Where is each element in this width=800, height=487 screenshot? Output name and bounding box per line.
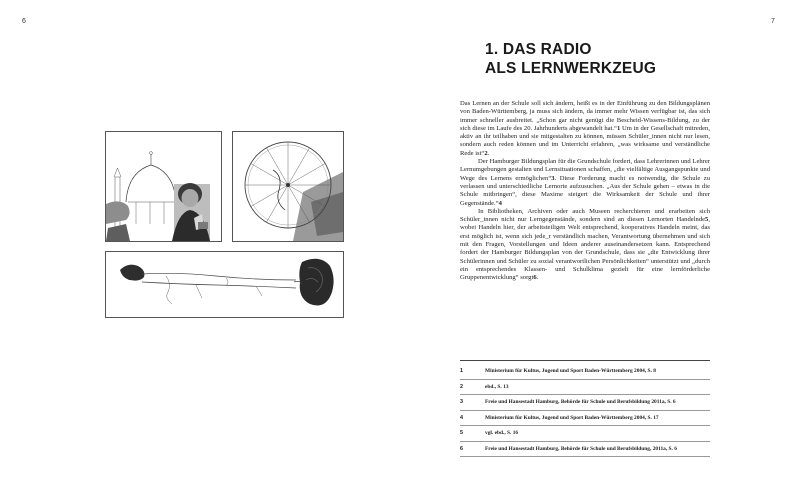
chapter-title <box>485 40 656 78</box>
footnote-item <box>460 364 710 380</box>
text-run: Das Lernen an der Schule soll sich ändern, heißt es in der Einführung zu den Bildungsplänen von Baden-Württemberg, ja muss sich ändern, da immer mehr Wissen verfügbar ist, das sich immer schneller ausbreitet. „Schon gar nicht genügt die Bescheid-Wissens-Bildung, zu der sich diese im Laufe des 20. Jahrhunderts abgewandelt hat.“ <box>460 100 710 132</box>
chapter-title-line-1: 1. DAS RADIO <box>485 41 592 58</box>
footnote-marker: 4 <box>498 199 502 207</box>
footnote-item <box>460 411 710 427</box>
footnote-text: ebd., S. 13 <box>485 383 509 390</box>
text-run: In Bibliotheken, Archiven oder auch Museen recherchieren und erarbeiten sich Schüler_innen nicht nur Lerngegenstände, sondern sind an diesen Lernorten Handelnde <box>460 207 710 224</box>
footnote-item <box>460 426 710 442</box>
footnote-marker: 3 <box>551 174 555 182</box>
text-run: . Diese Forderung macht es notwendig, die Schule zu verlassen und unterschiedliche Lernorte aufzusuchen. „Aus der Schule gehen – etwas in die Schule mitbringen“, diese Maxime steigert die Wirksamkeit der Schule und ihrer Gegenstände.“ <box>460 174 711 207</box>
paragraph-3 <box>460 208 710 283</box>
footnote-text: vgl. ebd., S. 16 <box>485 430 519 436</box>
body-text <box>460 100 710 283</box>
footnote-text: Freie und Hansestadt Hamburg, Behörde für Schule und Berufsbildung, 2011a, S. 6 <box>485 445 677 452</box>
text-run: Der Hamburger Bildungsplan für die Grundschule fordert, dass Lehrerinnen und Lehrer Lernumgebungen gestalten und Lernsituationen schaffen, „die vielfältige Ausgangspunkte und Wege des Lernens ermöglichen“ <box>460 158 710 182</box>
text-run: Um in der Gesellschaft mitreden, aktiv an ihr teilhaben und sie mitgestalten zu können, müssen Schüler_innen nicht nur lesen, sondern auch reden können und im Unterricht erfahren, „was wirksame und verständliche Rede ist“ <box>460 124 710 157</box>
page-number-right: 7 <box>771 18 775 25</box>
footnote-item <box>460 442 710 458</box>
text-run: . <box>487 149 490 157</box>
footnote-marker: 1 <box>616 124 621 132</box>
footnote-marker: 5 <box>705 216 709 224</box>
footnote-number: 6 <box>460 445 463 452</box>
collage-image-wheel <box>232 131 344 242</box>
footnote-number: 2 <box>460 383 463 390</box>
footnote-number: 4 <box>460 414 463 421</box>
footnote-marker: 6 <box>533 274 537 282</box>
footnote-text: Ministerium für Kultus, Jugend und Sport Baden-Württemberg 2004, S. 8 <box>485 368 656 374</box>
text-run: . <box>536 274 539 282</box>
chapter-title-line-2: ALS LERNWERKZEUG <box>485 60 657 77</box>
collage-image-figure <box>105 251 344 318</box>
footnote-text: Freie und Hansestadt Hamburg, Behörde für Schule und Berufsbildung 2011a, S. 6 <box>485 399 676 405</box>
footnote-marker: 2 <box>484 149 488 157</box>
footnote-number: 3 <box>460 399 463 405</box>
page-number-left: 6 <box>22 18 26 25</box>
text-run: , wobei Handeln hier, der arbeitsteiligen Welt entsprechend, kooperatives Handeln meint, das erst möglich ist, wenn sich jede_r verständlich machen, Verantwortung übernehmen und sich mit den Fragen, Vorstellungen und Ideen anderer auseinandersetzen kann. Entsprechend fordert der Hamburger Bildungsplan von der Grundschule, dass sie „die Entwicklung ihrer Schülerinnen und Schüler zu sozial verantwortlichen Persönlichkeiten“ unterstützt und „durch ein entsprechendes Klassen- und Schulklima gezielt für eine lernförderliche Gruppenentwicklung“ sorgt <box>460 216 710 282</box>
footnote-number: 1 <box>460 368 463 374</box>
footnote-text: Ministerium für Kultus, Jugend und Sport Baden-Württemberg 2004, S. 17 <box>485 414 659 421</box>
footnote-item <box>460 380 710 396</box>
footnote-number: 5 <box>460 430 463 436</box>
paragraph-1 <box>460 100 710 158</box>
footnote-item <box>460 395 710 411</box>
footnote-list <box>460 364 710 457</box>
footnote-divider <box>460 360 710 361</box>
collage-image-mosque-child <box>105 131 222 242</box>
paragraph-2 <box>460 158 710 208</box>
